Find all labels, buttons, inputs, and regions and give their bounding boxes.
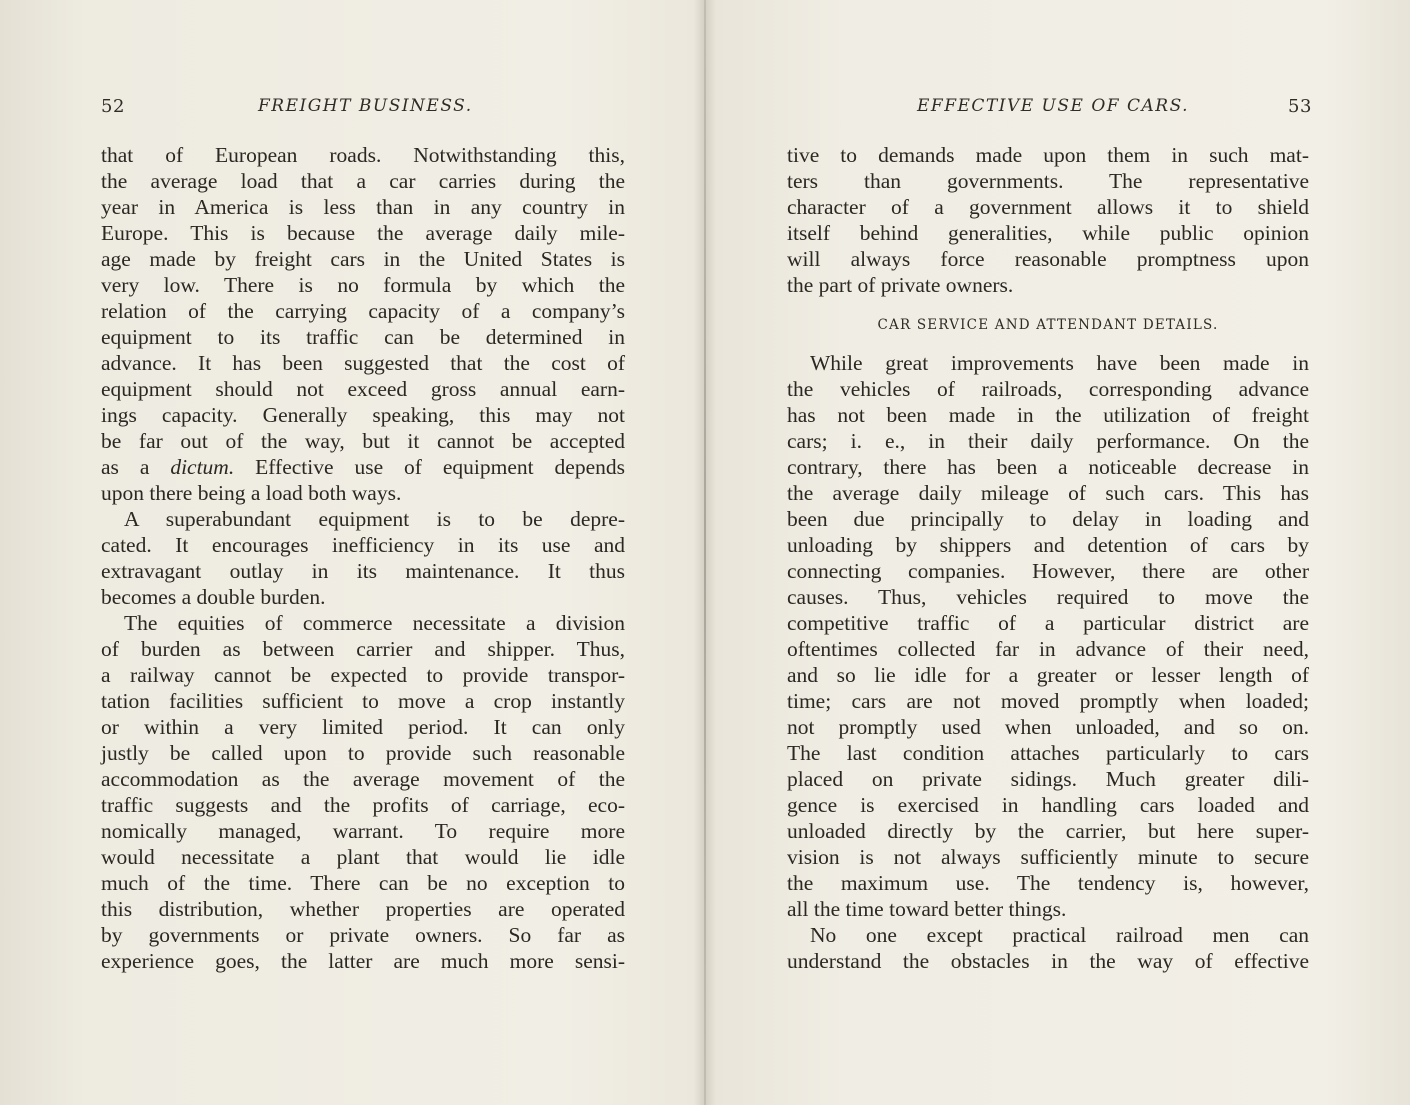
text-line: by governments or private owners. So far as xyxy=(101,923,625,947)
text-line: understand the obstacles in the way of effective xyxy=(787,949,1309,973)
text-line: time; cars are not moved promptly when loaded; xyxy=(787,689,1309,713)
text-line: tive to demands made upon them in such mat- xyxy=(787,143,1309,167)
text-line: extravagant outlay in its maintenance. It thus xyxy=(101,559,625,583)
text-line: contrary, there has been a noticeable decrease in xyxy=(787,455,1309,479)
right-body-text-bottom xyxy=(787,350,1309,974)
left-body-text xyxy=(101,142,625,974)
text-line: the average load that a car carries during the xyxy=(101,169,625,193)
text-line: the maximum use. The tendency is, however, xyxy=(787,871,1309,895)
text-line: itself behind generalities, while public opinion xyxy=(787,221,1309,245)
text-line: gence is exercised in handling cars loaded and xyxy=(787,793,1309,817)
text-line: nomically managed, warrant. To require more xyxy=(101,819,625,843)
section-subheading: CAR SERVICE AND ATTENDANT DETAILS. xyxy=(877,317,1219,333)
text-line: will always force reasonable promptness upon xyxy=(787,247,1309,271)
text-line: upon there being a load both ways. xyxy=(101,481,402,505)
text-line: accommodation as the average movement of the xyxy=(101,767,625,791)
text-line: unloaded directly by the carrier, but here super- xyxy=(787,819,1309,843)
right-body-text-top xyxy=(787,142,1309,298)
text-line: unloading by shippers and detention of cars by xyxy=(787,533,1309,557)
text-line: would necessitate a plant that would lie idle xyxy=(101,845,625,869)
text-line: causes. Thus, vehicles required to move the xyxy=(787,585,1309,609)
text-line: Europe. This is because the average daily mile- xyxy=(101,221,625,245)
text-line: equipment to its traffic can be determined in xyxy=(101,325,625,349)
text-line: character of a government allows it to shield xyxy=(787,195,1309,219)
text-line: age made by freight cars in the United States is xyxy=(101,247,625,271)
text-line: competitive traffic of a particular district are xyxy=(787,611,1309,635)
text-line: be far out of the way, but it cannot be accepted xyxy=(101,429,625,453)
text-line: has not been made in the utilization of freight xyxy=(787,403,1309,427)
text-line: relation of the carrying capacity of a company’s xyxy=(101,299,625,323)
text-line: A superabundant equipment is to be depre- xyxy=(124,507,625,531)
text-line: the part of private owners. xyxy=(787,273,1014,297)
text-line: much of the time. There can be no exception to xyxy=(101,871,625,895)
text-line: cars; i. e., in their daily performance. On the xyxy=(787,429,1309,453)
text-fragment: Effective use of equipment depends xyxy=(234,455,626,479)
text-line: The last condition attaches particularly to cars xyxy=(787,741,1309,765)
text-line: equipment should not exceed gross annual earn- xyxy=(101,377,625,401)
right-running-head: EFFECTIVE USE OF CARS. xyxy=(917,96,1190,116)
text-line: been due principally to delay in loading and xyxy=(787,507,1309,531)
text-line: advance. It has been suggested that the cost of xyxy=(101,351,625,375)
text-line: ings capacity. Generally speaking, this may not xyxy=(101,403,625,427)
text-line: ters than governments. The representative xyxy=(787,169,1309,193)
text-line: cated. It encourages inefficiency in its use and xyxy=(101,533,625,557)
text-line: very low. There is no formula by which the xyxy=(101,273,625,297)
text-line: and so lie idle for a greater or lesser length of xyxy=(787,663,1309,687)
text-line: year in America is less than in any country in xyxy=(101,195,625,219)
text-line: the vehicles of railroads, corresponding advance xyxy=(787,377,1309,401)
text-line: vision is not always sufficiently minute to secure xyxy=(787,845,1309,869)
text-line: While great improvements have been made in xyxy=(810,351,1309,375)
text-line: experience goes, the latter are much more sensi- xyxy=(101,949,625,973)
text-line: justly be called upon to provide such reasonable xyxy=(101,741,625,765)
text-line: not promptly used when unloaded, and so on. xyxy=(787,715,1309,739)
text-line: or within a very limited period. It can only xyxy=(101,715,625,739)
left-running-head: FREIGHT BUSINESS. xyxy=(258,96,473,116)
italic-word: dictum. xyxy=(170,455,235,479)
text-line: that of European roads. Notwithstanding this, xyxy=(101,143,625,167)
text-line: the average daily mileage of such cars. This has xyxy=(787,481,1309,505)
text-line: a railway cannot be expected to provide transpor- xyxy=(101,663,625,687)
text-fragment: as a xyxy=(101,455,171,479)
text-line: this distribution, whether properties are operated xyxy=(101,897,625,921)
text-line: No one except practical railroad men can xyxy=(810,923,1309,947)
right-page-number: 53 xyxy=(1288,96,1312,117)
text-line: tation facilities sufficient to move a crop instantly xyxy=(101,689,625,713)
text-line: placed on private sidings. Much greater dili- xyxy=(787,767,1309,791)
text-line: becomes a double burden. xyxy=(101,585,326,609)
text-line-with-italic xyxy=(101,454,625,480)
text-line: traffic suggests and the profits of carriage, eco- xyxy=(101,793,625,817)
right-page xyxy=(705,0,1410,1105)
text-line: connecting companies. However, there are other xyxy=(787,559,1309,583)
left-page-number: 52 xyxy=(101,96,125,117)
text-line: of burden as between carrier and shipper. Thus, xyxy=(101,637,625,661)
text-line: oftentimes collected far in advance of their need, xyxy=(787,637,1309,661)
text-line: all the time toward better things. xyxy=(787,897,1067,921)
text-line: The equities of commerce necessitate a division xyxy=(124,611,625,635)
